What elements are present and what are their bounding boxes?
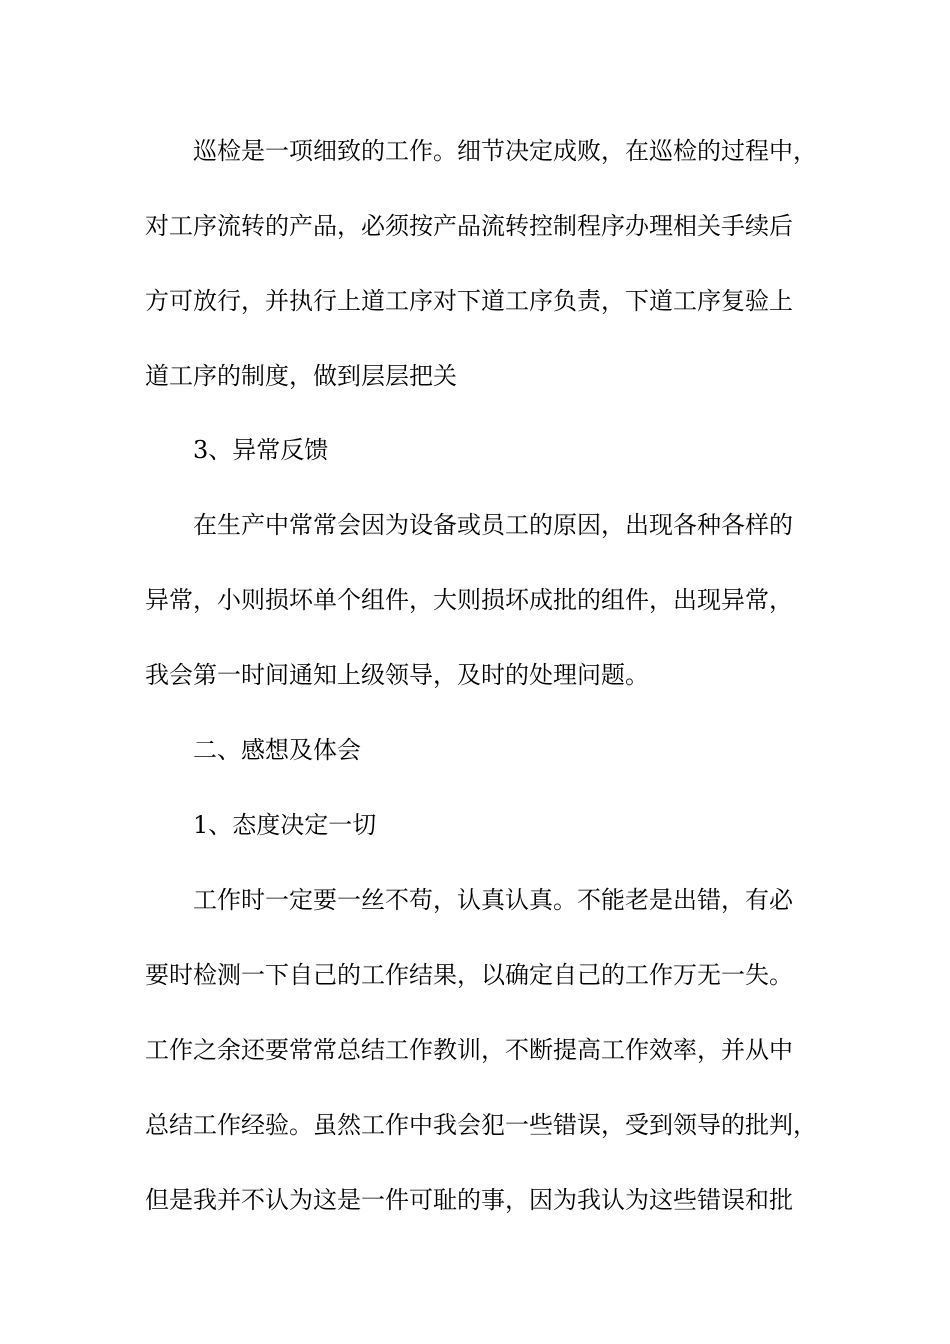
paragraph-1-line-3: 方可放行，并执行上道工序对下道工序负责，下道工序复验上 [145,287,793,315]
paragraph-1-line-1: 巡检是一项细致的工作。细节决定成败，在巡检的过程中， [193,137,817,165]
paragraph-1-line-4: 道工序的制度，做到层层把关 [145,362,457,390]
paragraph-3-line-5: 但是我并不认为这是一件可耻的事，因为我认为这些错误和批 [145,1186,793,1214]
paragraph-2-line-3: 我会第一时间通知上级领导，及时的处理问题。 [145,661,649,689]
paragraph-3-line-4: 总结工作经验。虽然工作中我会犯一些错误，受到领导的批判， [145,1111,817,1139]
paragraph-3-line-2: 要时检测一下自己的工作结果，以确定自己的工作万无一失。 [145,961,793,989]
paragraph-1-line-2: 对工序流转的产品，必须按产品流转控制程序办理相关手续后 [145,212,793,240]
heading-attitude-decides-all: 1、态度决定一切 [193,811,377,839]
paragraph-2-line-1: 在生产中常常会因为设备或员工的原因，出现各种各样的 [193,511,793,539]
paragraph-3-line-3: 工作之余还要常常总结工作教训，不断提高工作效率，并从中 [145,1036,793,1064]
heading-abnormal-feedback: 3、异常反馈 [193,436,329,464]
paragraph-3-line-1: 工作时一定要一丝不苟，认真认真。不能老是出错，有必 [193,886,793,914]
paragraph-2-line-2: 异常，小则损坏单个组件，大则损坏成批的组件，出现异常， [145,586,793,614]
heading-thoughts-and-experience: 二、感想及体会 [193,736,361,764]
